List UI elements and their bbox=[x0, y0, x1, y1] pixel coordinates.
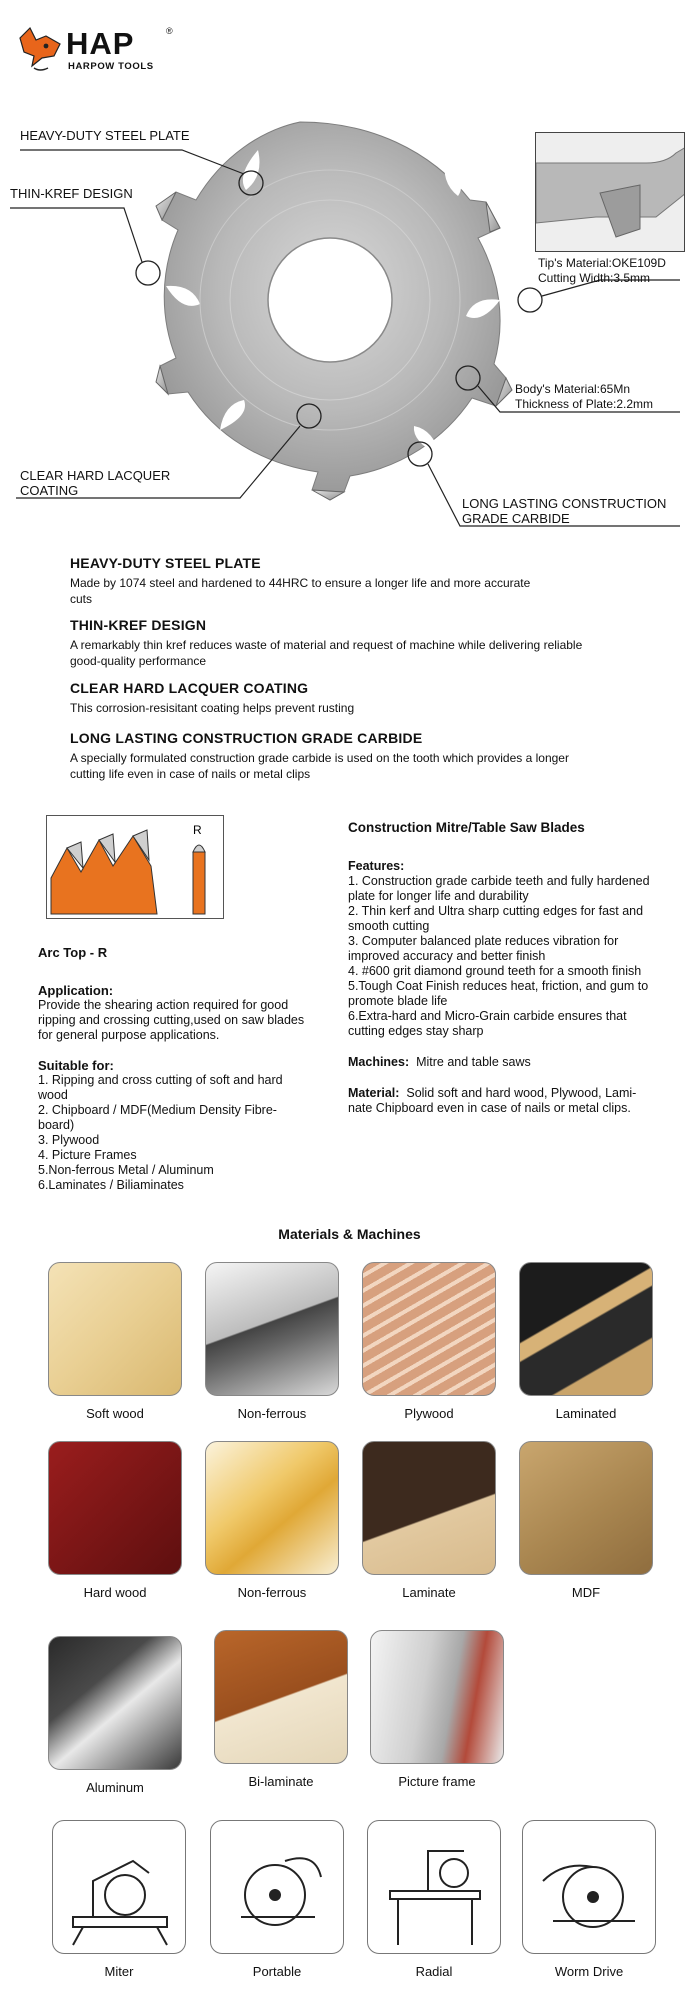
suitable-item: 3. Plywood bbox=[38, 1133, 100, 1147]
features-line: 1. Construction grade carbide teeth and fully hardened bbox=[348, 874, 650, 888]
registered-mark: ® bbox=[166, 26, 173, 36]
callout-body-material bbox=[515, 382, 653, 412]
blade-diagram bbox=[0, 60, 699, 540]
features-heading: Features: bbox=[348, 859, 405, 873]
material-card-soft-wood bbox=[48, 1262, 188, 1421]
suitable-item: 1. Ripping and cross cutting of soft and hard bbox=[38, 1073, 283, 1087]
material-label: Picture frame bbox=[398, 1774, 476, 1789]
portable-circular-saw-icon bbox=[210, 1820, 344, 1954]
features-line: 3. Computer balanced plate reduces vibration for bbox=[348, 934, 619, 948]
product-column bbox=[348, 820, 688, 1116]
feature-text: Made by 1074 steel and hardened to 44HRC to ensure a longer life and more accurate cuts bbox=[70, 576, 531, 606]
material-text-1: Solid soft and hard wood, Plywood, Lami- bbox=[406, 1086, 637, 1100]
feature-title: CLEAR HARD LACQUER COATING bbox=[70, 680, 309, 696]
material-label: Non-ferrous bbox=[237, 1585, 307, 1600]
tooth-closeup-inset bbox=[535, 132, 685, 252]
application-column bbox=[38, 945, 338, 1193]
application-line: Provide the shearing action required for good bbox=[38, 998, 289, 1012]
aluminum-profile-sample bbox=[205, 1262, 339, 1396]
material-text-2: nate Chipboard even in case of nails or metal clips. bbox=[348, 1101, 631, 1115]
machine-label: Worm Drive bbox=[554, 1964, 624, 1979]
feature-text: A remarkably thin kref reduces waste of material and request of machine while delivering reliable good-quality performance bbox=[70, 638, 583, 668]
lacquer-line-2: COATING bbox=[20, 483, 79, 498]
aluminum-angle-sample bbox=[48, 1636, 182, 1770]
soft-wood-sample bbox=[48, 1262, 182, 1396]
suitable-heading: Suitable for: bbox=[38, 1058, 114, 1073]
machine-label: Portable bbox=[252, 1964, 302, 1979]
tooth-type-heading: Arc Top - R bbox=[38, 945, 108, 960]
laminated-board-sample bbox=[519, 1262, 653, 1396]
carbide-line-1: LONG LASTING CONSTRUCTION bbox=[462, 496, 667, 511]
material-label: Laminated bbox=[555, 1406, 617, 1421]
radial-arm-saw-icon bbox=[367, 1820, 501, 1954]
application-line: ripping and crossing cutting,used on saw blades bbox=[38, 1013, 305, 1027]
features-line: smooth cutting bbox=[348, 919, 430, 933]
machine-card-portable bbox=[210, 1820, 350, 1979]
tooth-profile-figure bbox=[46, 815, 224, 919]
lacquer-line-1: CLEAR HARD LACQUER bbox=[20, 468, 171, 483]
suitable-item: wood bbox=[38, 1088, 68, 1102]
features-line: plate for longer life and durability bbox=[348, 889, 529, 903]
material-card-plywood bbox=[362, 1262, 502, 1421]
material-card-mdf bbox=[519, 1441, 659, 1600]
mdf-sample bbox=[519, 1441, 653, 1575]
tip-material-text: Tip's Material:OKE109D bbox=[538, 256, 666, 270]
material-card-laminate bbox=[362, 1441, 502, 1600]
plate-thickness-text: Thickness of Plate:2.2mm bbox=[515, 397, 654, 411]
feature-title: HEAVY-DUTY STEEL PLATE bbox=[70, 555, 261, 571]
feature-lacquer bbox=[70, 680, 670, 716]
suitable-item: 6.Laminates / Biliaminates bbox=[38, 1178, 184, 1192]
materials-section-title: Materials & Machines bbox=[278, 1226, 421, 1242]
material-card-non-ferrous bbox=[205, 1262, 345, 1421]
callout-tip-material bbox=[538, 256, 666, 286]
application-heading: Application: bbox=[38, 983, 114, 998]
material-card-hard-wood bbox=[48, 1441, 188, 1600]
brass-profile-sample bbox=[205, 1441, 339, 1575]
suitable-item: 4. Picture Frames bbox=[38, 1148, 137, 1162]
worm-drive-saw-icon bbox=[522, 1820, 656, 1954]
bi-laminate-sample bbox=[214, 1630, 348, 1764]
callout-steel-plate: HEAVY-DUTY STEEL PLATE bbox=[20, 128, 190, 143]
material-card-aluminum bbox=[48, 1636, 188, 1795]
material-card-laminated bbox=[519, 1262, 659, 1421]
callout-carbide bbox=[462, 496, 666, 526]
plywood-sample bbox=[362, 1262, 496, 1396]
machine-label: Miter bbox=[104, 1964, 134, 1979]
feature-title: LONG LASTING CONSTRUCTION GRADE CARBIDE bbox=[70, 730, 423, 746]
material-card-non-ferrous-brass bbox=[205, 1441, 345, 1600]
brand-subtitle: HARPOW TOOLS bbox=[68, 61, 154, 72]
material-label: Plywood bbox=[404, 1406, 454, 1421]
machine-label: Radial bbox=[415, 1964, 453, 1979]
laminate-chipboard-sample bbox=[362, 1441, 496, 1575]
arc-top-tooth-icon bbox=[47, 816, 223, 918]
material-label: Hard wood bbox=[83, 1585, 147, 1600]
suitable-item: 5.Non-ferrous Metal / Aluminum bbox=[38, 1163, 214, 1177]
machines-heading: Machines: bbox=[348, 1055, 410, 1069]
callout-lacquer bbox=[20, 468, 170, 498]
tooth-closeup-image bbox=[536, 133, 685, 252]
picture-frame-moulding-sample bbox=[370, 1630, 504, 1764]
machines-text: Mitre and table saws bbox=[416, 1055, 531, 1069]
callout-thin-kref: THIN-KREF DESIGN bbox=[10, 186, 133, 201]
material-label: Laminate bbox=[402, 1585, 456, 1600]
material-label: Non-ferrous bbox=[237, 1406, 307, 1421]
material-label: Soft wood bbox=[86, 1406, 144, 1421]
brand-name: HAP bbox=[66, 26, 135, 61]
material-label: MDF bbox=[571, 1585, 601, 1600]
miter-saw-icon bbox=[52, 1820, 186, 1954]
application-line: for general purpose applications. bbox=[38, 1028, 220, 1042]
material-heading: Material: bbox=[348, 1086, 400, 1100]
material-card-bi-laminate bbox=[214, 1630, 354, 1789]
features-line: 2. Thin kerf and Ultra sharp cutting edges for fast and bbox=[348, 904, 644, 918]
cutting-width-text: Cutting Width:3.5mm bbox=[538, 271, 651, 285]
features-line: 6.Extra-hard and Micro-Grain carbide ensures that bbox=[348, 1009, 627, 1023]
features-line: promote blade life bbox=[348, 994, 448, 1008]
feature-text: This corrosion-resisitant coating helps prevent rusting bbox=[70, 701, 355, 715]
machine-card-miter bbox=[52, 1820, 192, 1979]
features-line: 4. #600 grit diamond ground teeth for a smooth finish bbox=[348, 964, 642, 978]
features-line: cutting edges stay sharp bbox=[348, 1024, 484, 1038]
suitable-item: 2. Chipboard / MDF(Medium Density Fibre- bbox=[38, 1103, 277, 1117]
arbor-hole bbox=[268, 238, 392, 362]
feature-carbide bbox=[70, 730, 670, 782]
feature-steel-plate bbox=[70, 555, 670, 607]
tooth-type-letter: R bbox=[193, 823, 202, 837]
machine-card-radial bbox=[367, 1820, 507, 1979]
machine-card-worm-drive bbox=[522, 1820, 662, 1979]
feature-text: A specially formulated construction grade carbide is used on the tooth which provides a longer cutting life even in case of nails or metal clips bbox=[70, 751, 569, 781]
carbide-line-2: GRADE CARBIDE bbox=[462, 511, 570, 526]
body-material-text: Body's Material:65Mn bbox=[515, 382, 631, 396]
machines-line bbox=[348, 1055, 688, 1070]
material-line bbox=[348, 1086, 688, 1101]
material-label: Bi-laminate bbox=[248, 1774, 314, 1789]
material-card-picture-frame bbox=[370, 1630, 510, 1789]
product-title: Construction Mitre/Table Saw Blades bbox=[348, 820, 585, 835]
material-label: Aluminum bbox=[86, 1780, 144, 1795]
features-line: 5.Tough Coat Finish reduces heat, friction, and gum to bbox=[348, 979, 649, 993]
hard-wood-sample bbox=[48, 1441, 182, 1575]
feature-title: THIN-KREF DESIGN bbox=[70, 617, 207, 633]
feature-thin-kref bbox=[70, 617, 670, 669]
features-line: improved accuracy and better finish bbox=[348, 949, 546, 963]
suitable-item: board) bbox=[38, 1118, 75, 1132]
